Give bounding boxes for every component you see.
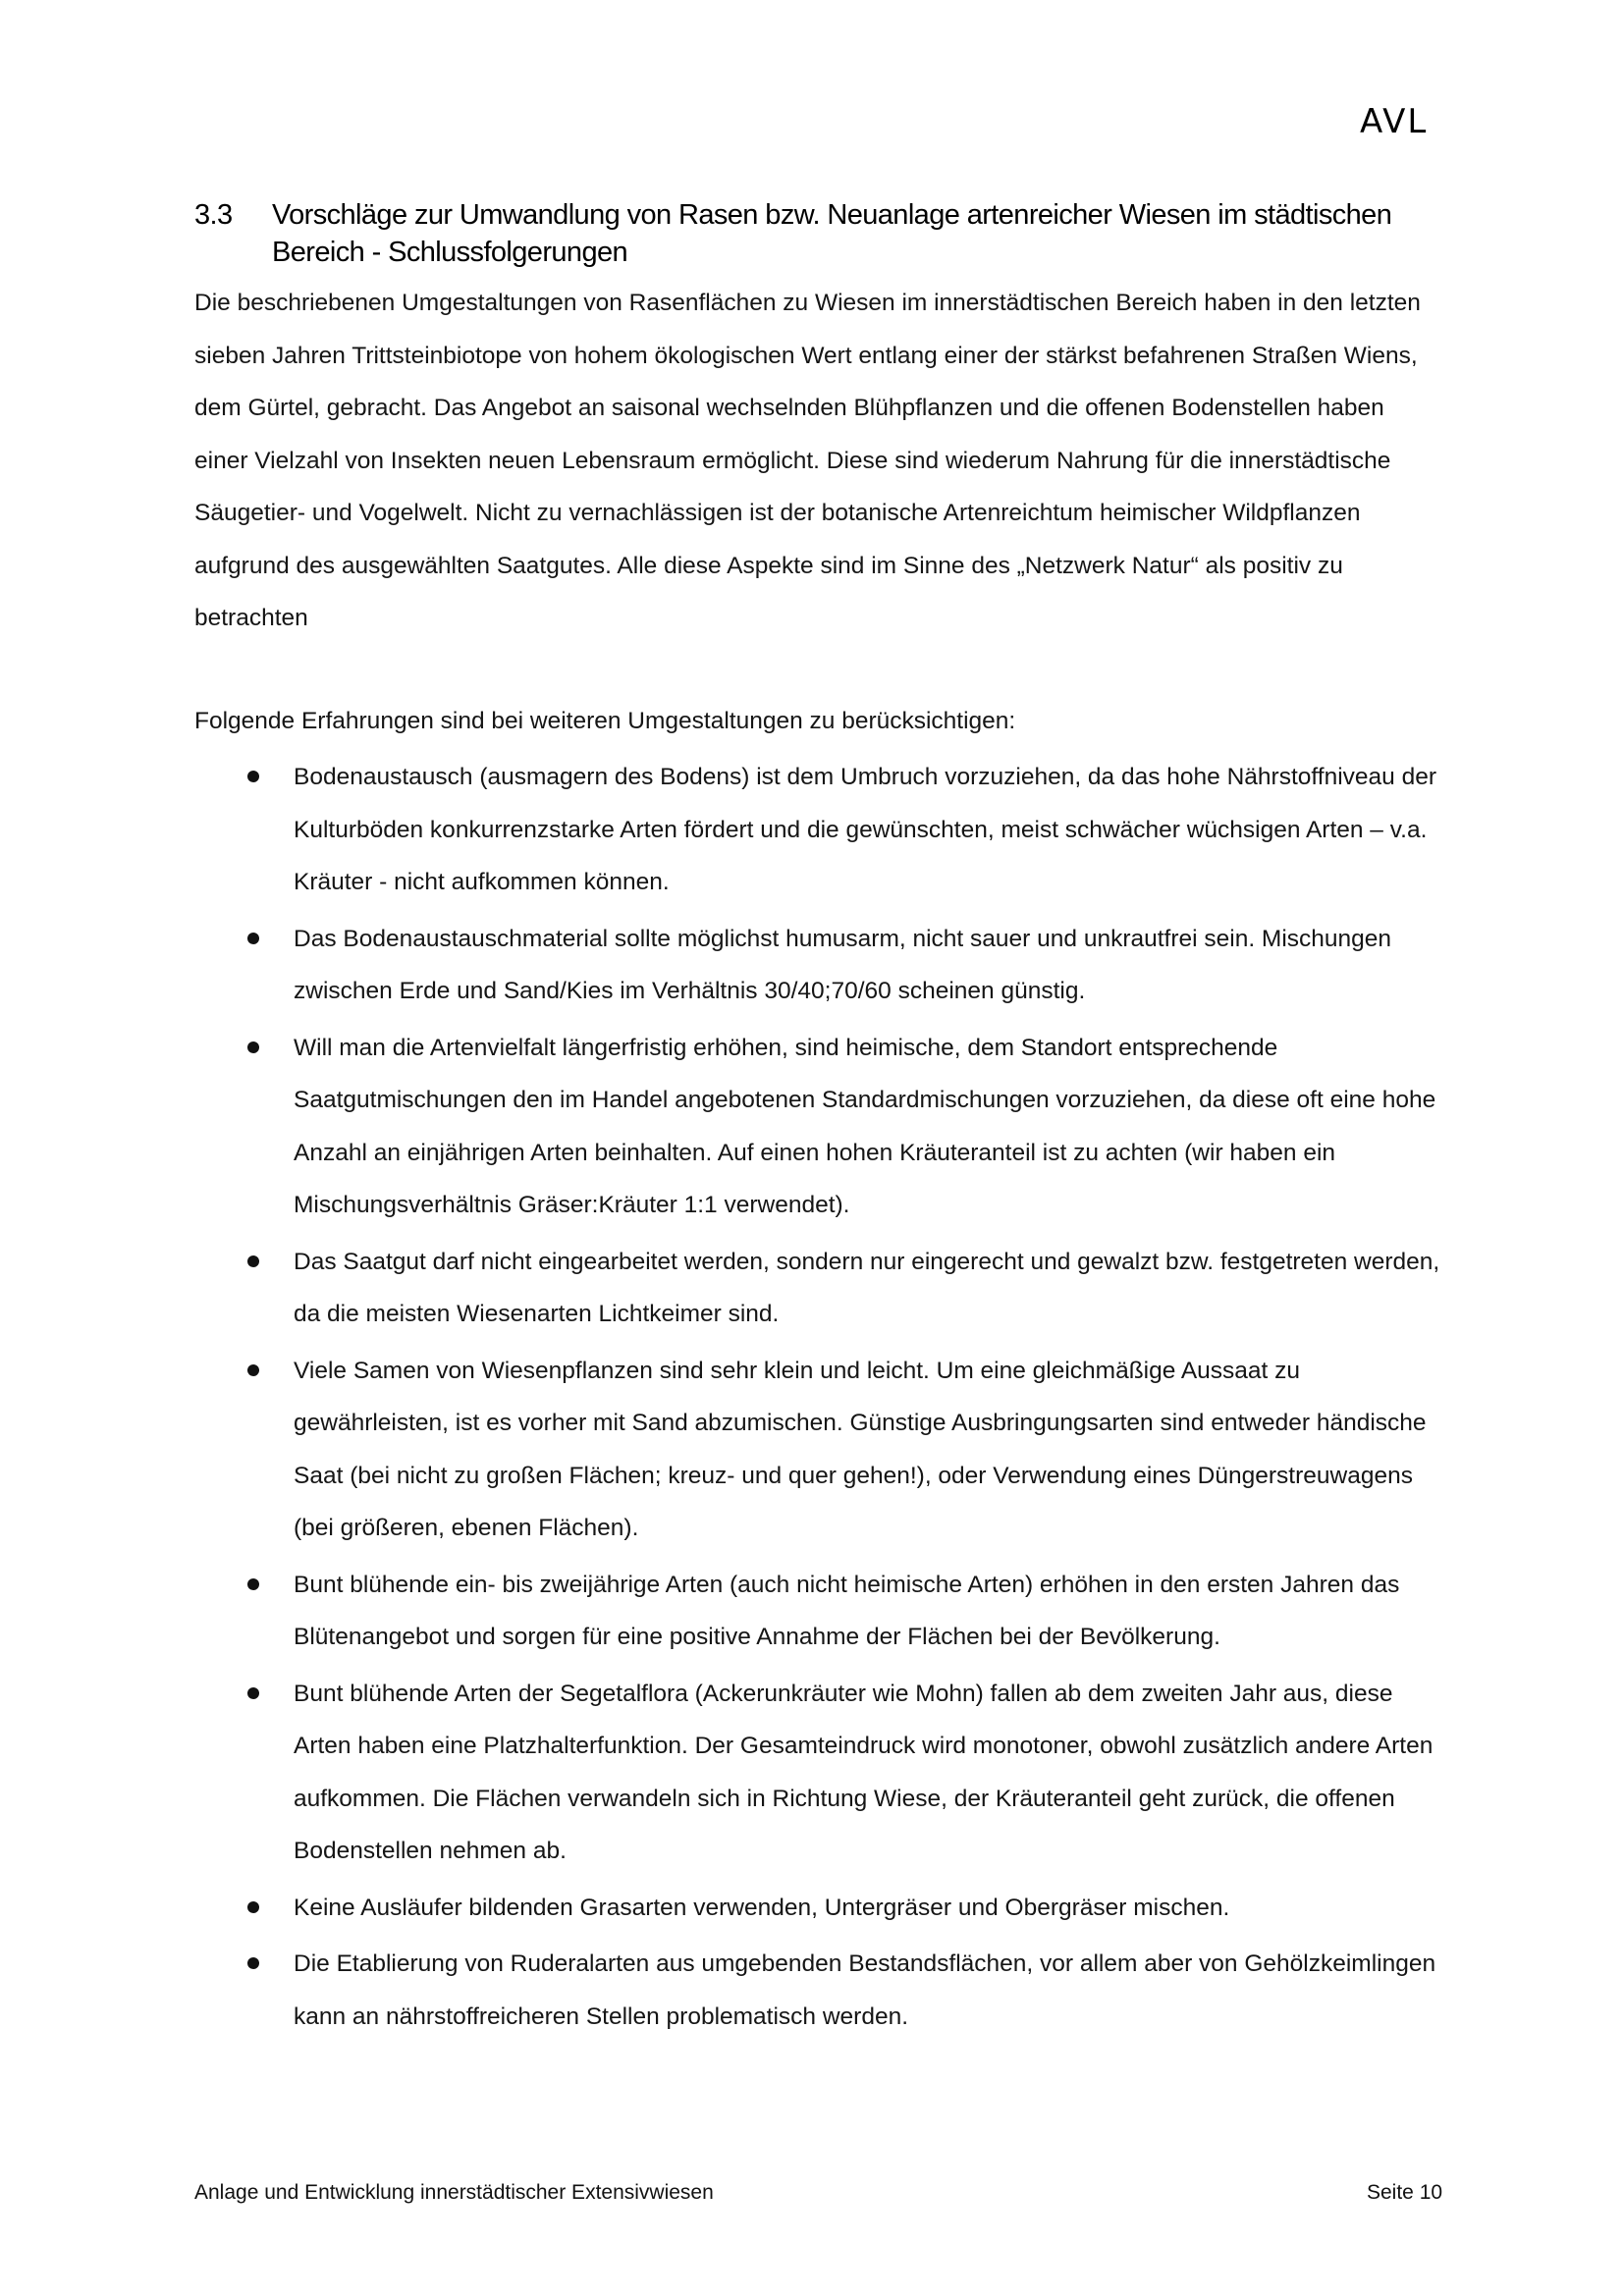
bullet-icon [247, 1687, 259, 1699]
list-item [194, 913, 1441, 1018]
bullet-icon [247, 1364, 259, 1376]
list-item-text: Bunt blühende Arten der Segetalflora (Ackerunkräuter wie Mohn) fallen ab dem zweiten Jahr aus, diese Arten haben eine Platzhalterfunktion. Der Gesamteindruck wird monotoner, obwohl zusätzlich andere Arten aufkommen. Die Flächen verwandeln sich in Richtung Wiese, der Kräuteranteil geht zurück, die offenen Bodenstellen nehmen ab. [294, 1680, 1434, 1864]
list-item-text: Das Bodenaustauschmaterial sollte möglichst humusarm, nicht sauer und unkrautfrei sein. Mischungen zwischen Erde und Sand/Kies im Verhältnis 30/40;70/60 scheinen günstig. [294, 925, 1392, 1004]
list-item-text: Das Saatgut darf nicht eingearbeitet werden, sondern nur eingerecht und gewalzt bzw. festgetreten werden, da die meisten Wiesenarten Lichtkeimer sind. [294, 1248, 1440, 1327]
list-item [194, 1882, 1441, 1935]
list-item-text: Bunt blühende ein- bis zweijährige Arten (auch nicht heimische Arten) erhöhen in den ersten Jahren das Blütenangebot und sorgen für eine positive Annahme der Flächen bei der Bevölkerung. [294, 1571, 1400, 1650]
recommendations-intro: Folgende Erfahrungen sind bei weiteren Umgestaltungen zu berücksichtigen: [194, 707, 1016, 734]
document-body [194, 277, 1441, 2047]
list-item-text: Die Etablierung von Ruderalarten aus umgebenden Bestandsflächen, vor allem aber von Gehölzkeimlingen kann an nährstoffreicheren Stellen problematisch werden. [294, 1950, 1436, 2030]
section-number: 3.3 [194, 199, 233, 231]
bullet-icon [247, 1255, 259, 1267]
bullet-icon [247, 1041, 259, 1053]
list-item [194, 1236, 1441, 1341]
bullet-icon [247, 1901, 259, 1913]
avl-logo: AVL [1360, 102, 1429, 141]
list-item [194, 1938, 1441, 2043]
list-item-text: Viele Samen von Wiesenpflanzen sind sehr klein und leicht. Um eine gleichmäßige Aussaat zu gewährleisten, ist es vorher mit Sand abzumischen. Günstige Ausbringungsarten sind entweder händische Saat (bei nicht zu großen Flächen; kreuz- und quer gehen!), oder Verwendung eines Düngerstreuwagens (bei größeren, ebenen Flächen). [294, 1357, 1427, 1541]
list-item [194, 751, 1441, 909]
list-item-text: Bodenaustausch (ausmagern des Bodens) ist dem Umbruch vorzuziehen, da das hohe Nährstoffniveau der Kulturböden konkurrenzstarke Arten fördert und die gewünschten, meist schwächer wüchsigen Arten – v.a. Kräuter - nicht aufkommen können. [294, 764, 1436, 895]
footer-page-number: Seite 10 [1367, 2181, 1443, 2204]
list-item [194, 1345, 1441, 1555]
list-item [194, 1559, 1441, 1664]
list-item [194, 1022, 1441, 1232]
bullet-icon [247, 771, 259, 782]
bullet-icon [247, 1957, 259, 1969]
bullet-icon [247, 1578, 259, 1590]
section-title: Vorschläge zur Umwandlung von Rasen bzw. Neuanlage artenreicher Wiesen im städtischen Bereich - Schlussfolgerungen [272, 199, 1392, 268]
list-item [194, 1668, 1441, 1878]
bullet-icon [247, 933, 259, 944]
summary-paragraph: Die beschriebenen Umgestaltungen von Rasenflächen zu Wiesen im innerstädtischen Bereich haben in den letzten sieben Jahren Trittsteinbiotope von hohem ökologischen Wert entlang einer der stärkst befahrenen Straßen Wiens, dem Gürtel, gebracht. Das Angebot an saisonal wechselnden Blühpflanzen und die offenen Bodenstellen haben einer Vielzahl von Insekten neuen Lebensraum ermöglicht. Diese sind wiederum Nahrung für die innerstädtische Säugetier- und Vogelwelt. Nicht zu vernachlässigen ist der botanische Artenreichtum heimischer Wildpflanzen aufgrund des ausgewählten Saatgutes. Alle diese Aspekte sind im Sinne des „Netzwerk Natur“ als positiv zu betrachten [194, 290, 1421, 631]
section-heading [194, 196, 1432, 271]
list-item-text: Keine Ausläufer bildenden Grasarten verwenden, Untergräser und Obergräser mischen. [294, 1894, 1230, 1921]
footer-document-title: Anlage und Entwicklung innerstädtischer Extensivwiesen [194, 2181, 714, 2204]
recommendations-list [194, 751, 1441, 2043]
list-item-text: Will man die Artenvielfalt längerfristig erhöhen, sind heimische, dem Standort entsprechende Saatgutmischungen den im Handel angebotenen Standardmischungen vorzuziehen, da diese oft eine hohe Anzahl an einjährigen Arten beinhalten. Auf einen hohen Kräuteranteil ist zu achten (wir haben ein Mischungsverhältnis Gräser:Kräuter 1:1 verwendet). [294, 1034, 1436, 1218]
